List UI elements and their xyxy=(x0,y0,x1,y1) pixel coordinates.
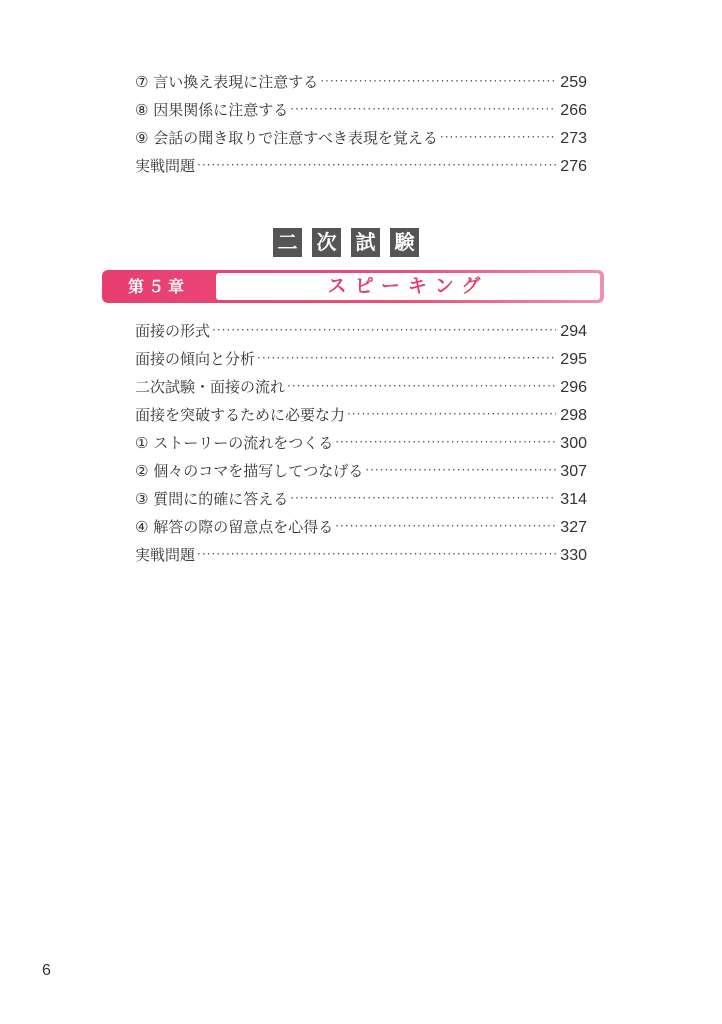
toc-entry-label: ① ストーリーの流れをつくる xyxy=(135,434,334,452)
toc-entry-label: ③ 質問に的確に答える xyxy=(135,490,289,508)
toc-entry-label: 面接の形式 xyxy=(135,322,211,340)
dot-leader xyxy=(347,400,556,428)
toc-entry-page: 296 xyxy=(560,379,587,396)
toc-entry-page: 298 xyxy=(560,407,587,424)
toc-entry-page: 300 xyxy=(560,435,587,452)
toc-entry-label: 面接を突破するために必要な力 xyxy=(135,406,346,424)
toc-entry-label: 二次試験・面接の流れ xyxy=(135,378,286,396)
dot-leader xyxy=(290,484,556,512)
section-title-char: 試 xyxy=(351,228,380,257)
dot-leader xyxy=(365,456,556,484)
toc-entry-label: ② 個々のコマを描写してつなげる xyxy=(135,462,364,480)
dot-leader xyxy=(212,316,556,344)
toc-entry-page: 327 xyxy=(560,519,587,536)
toc-entry-page: 273 xyxy=(560,130,587,147)
toc-entry[interactable] xyxy=(135,429,587,457)
section-title-char: 二 xyxy=(273,228,302,257)
toc-entry-page: 330 xyxy=(560,547,587,564)
dot-leader xyxy=(257,344,556,372)
page-number: 6 xyxy=(42,962,51,979)
chapter-title: スピーキング xyxy=(216,273,600,300)
dot-leader xyxy=(197,540,556,568)
toc-entry-page: 266 xyxy=(560,102,587,119)
toc-entry[interactable] xyxy=(135,513,587,541)
dot-leader xyxy=(287,372,556,400)
toc-entry-page: 259 xyxy=(560,74,587,91)
toc-top xyxy=(135,68,587,180)
toc-entry-page: 276 xyxy=(560,158,587,175)
toc-entry-page: 307 xyxy=(560,463,587,480)
chapter-number: 第５章 xyxy=(127,277,188,296)
toc-entry-label: ⑧ 因果関係に注意する xyxy=(135,101,289,119)
toc-entry[interactable] xyxy=(135,152,587,180)
toc-entry[interactable] xyxy=(135,317,587,345)
section-title-char: 験 xyxy=(390,228,419,257)
toc-entry-page: 314 xyxy=(560,491,587,508)
toc-entry-page: 294 xyxy=(560,323,587,340)
toc-entry[interactable] xyxy=(135,401,587,429)
chapter-banner[interactable] xyxy=(102,270,604,303)
section-title xyxy=(273,228,419,258)
dot-leader xyxy=(197,151,556,179)
toc-entry[interactable] xyxy=(135,124,587,152)
toc-entry[interactable] xyxy=(135,373,587,401)
toc-entry-label: ⑦ 言い換え表現に注意する xyxy=(135,73,319,91)
toc-entry-label: 実戦問題 xyxy=(135,157,196,175)
dot-leader xyxy=(440,123,556,151)
toc-entry-label: ⑨ 会話の聞き取りで注意すべき表現を覚える xyxy=(135,129,438,147)
toc-entry[interactable] xyxy=(135,68,587,96)
toc-entry-label: 面接の傾向と分析 xyxy=(135,350,256,368)
toc-entry[interactable] xyxy=(135,485,587,513)
toc-entry-page: 295 xyxy=(560,351,587,368)
toc-entry-label: 実戦問題 xyxy=(135,546,196,564)
toc-entry[interactable] xyxy=(135,457,587,485)
toc-entry[interactable] xyxy=(135,541,587,569)
dot-leader xyxy=(290,95,556,123)
section-title-char: 次 xyxy=(312,228,341,257)
toc-bottom xyxy=(135,317,587,569)
dot-leader xyxy=(320,67,556,95)
dot-leader xyxy=(335,512,556,540)
toc-entry-label: ④ 解答の際の留意点を心得る xyxy=(135,518,334,536)
toc-entry[interactable] xyxy=(135,345,587,373)
dot-leader xyxy=(335,428,556,456)
toc-entry[interactable] xyxy=(135,96,587,124)
